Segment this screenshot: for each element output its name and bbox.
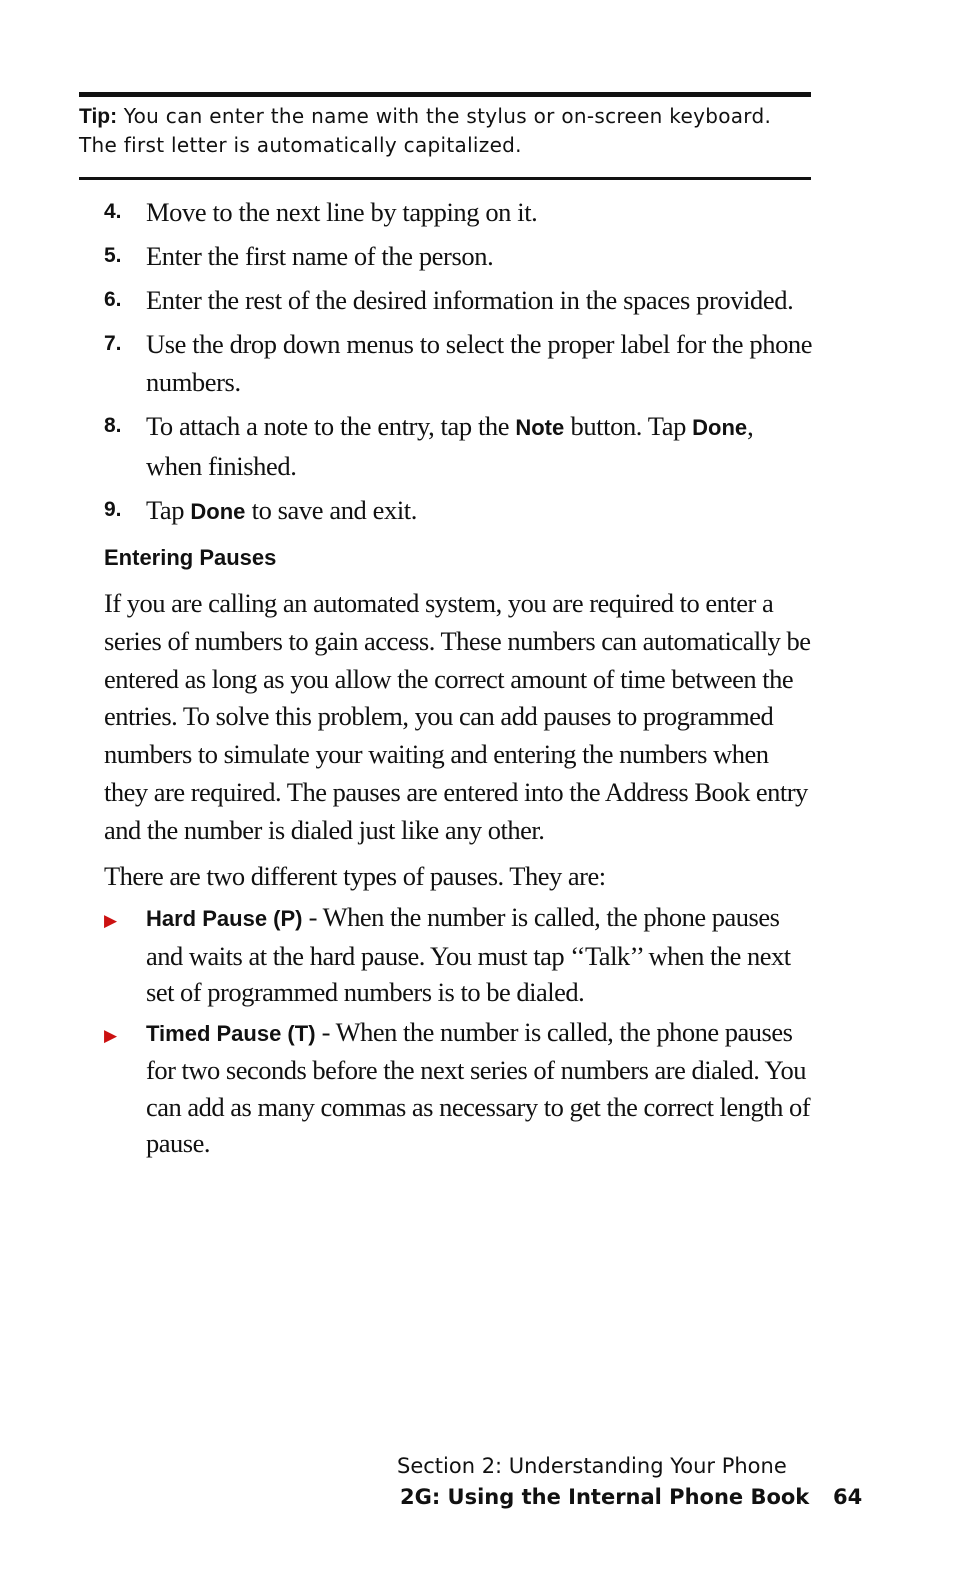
list-item xyxy=(104,1014,814,1162)
step-text xyxy=(146,491,814,531)
tip-text: You can enter the name with the stylus or on-screen keyboard. The first letter is automatically capitalized. xyxy=(79,104,772,157)
step-number: 6. xyxy=(104,288,122,311)
bullet-arrow-icon: ▶ xyxy=(104,911,117,931)
step-text: Enter the first name of the person. xyxy=(146,241,494,271)
bullet-description: - When the number is called, the phone pauses and waits at the hard pause. You must tap ‘‘Talk’’ when the next set of programmed numbers is to be dialed. xyxy=(146,902,791,1007)
step-number: 8. xyxy=(104,414,122,437)
tip-label: Tip: xyxy=(79,105,118,128)
section-heading: Entering Pauses xyxy=(104,545,277,570)
body-paragraph: There are two different types of pauses. They are: xyxy=(104,861,606,891)
pause-types-list xyxy=(104,899,814,1165)
step-text-part: button. Tap xyxy=(564,411,693,441)
step-item xyxy=(104,407,814,485)
step-item xyxy=(104,193,814,231)
bullet-term: Timed Pause (T) xyxy=(146,1020,316,1046)
bullet-arrow-icon: ▶ xyxy=(104,1025,117,1046)
steps-list xyxy=(104,193,814,537)
step-number: 4. xyxy=(104,200,122,223)
note-button-term: Note xyxy=(515,415,565,440)
step-text xyxy=(146,407,814,485)
bullet-term: Hard Pause (P) xyxy=(146,906,303,931)
step-item xyxy=(104,237,814,275)
step-item xyxy=(104,325,814,401)
step-number: 7. xyxy=(104,332,122,355)
step-number: 5. xyxy=(104,244,122,267)
step-text: Enter the rest of the desired information in the spaces provided. xyxy=(146,285,794,315)
footer-section-title: Section 2: Understanding Your Phone xyxy=(397,1454,787,1478)
step-text: Move to the next line by tapping on it. xyxy=(146,197,538,227)
bullet-text xyxy=(146,899,814,1011)
bullet-text xyxy=(146,1014,814,1162)
tip-box xyxy=(79,92,811,180)
bullet-description: - When the number is called, the phone pauses for two seconds before the next series of numbers are dialed. You can add as many commas as necessary to get the correct length of pause. xyxy=(146,1016,811,1158)
body-paragraph: If you are calling an automated system, you are required to enter a series of numbers to gain access. These numbers can automatically be entered as long as you allow the correct amount of time between the entries. To solve this problem, you can add pauses to programmed numbers to simulate your waiting and entering the numbers when they are required. The pauses are entered into the Address Book entry and the number is dialed just like any other. xyxy=(104,588,811,845)
step-item xyxy=(104,281,814,319)
step-text-part: Tap xyxy=(146,495,191,525)
step-item xyxy=(104,491,814,531)
footer-chapter-title: 2G: Using the Internal Phone Book xyxy=(400,1485,810,1509)
step-text: Use the drop down menus to select the proper label for the phone numbers. xyxy=(146,329,813,397)
step-text-part: , when finished. xyxy=(146,411,754,481)
step-number: 9. xyxy=(104,498,122,521)
done-button-term: Done xyxy=(190,499,246,524)
list-item xyxy=(104,899,814,1011)
done-button-term: Done xyxy=(692,415,748,440)
step-text-part: To attach a note to the entry, tap the xyxy=(146,411,516,441)
step-text-part: to save and exit. xyxy=(245,495,417,525)
page-number: 64 xyxy=(833,1485,863,1509)
